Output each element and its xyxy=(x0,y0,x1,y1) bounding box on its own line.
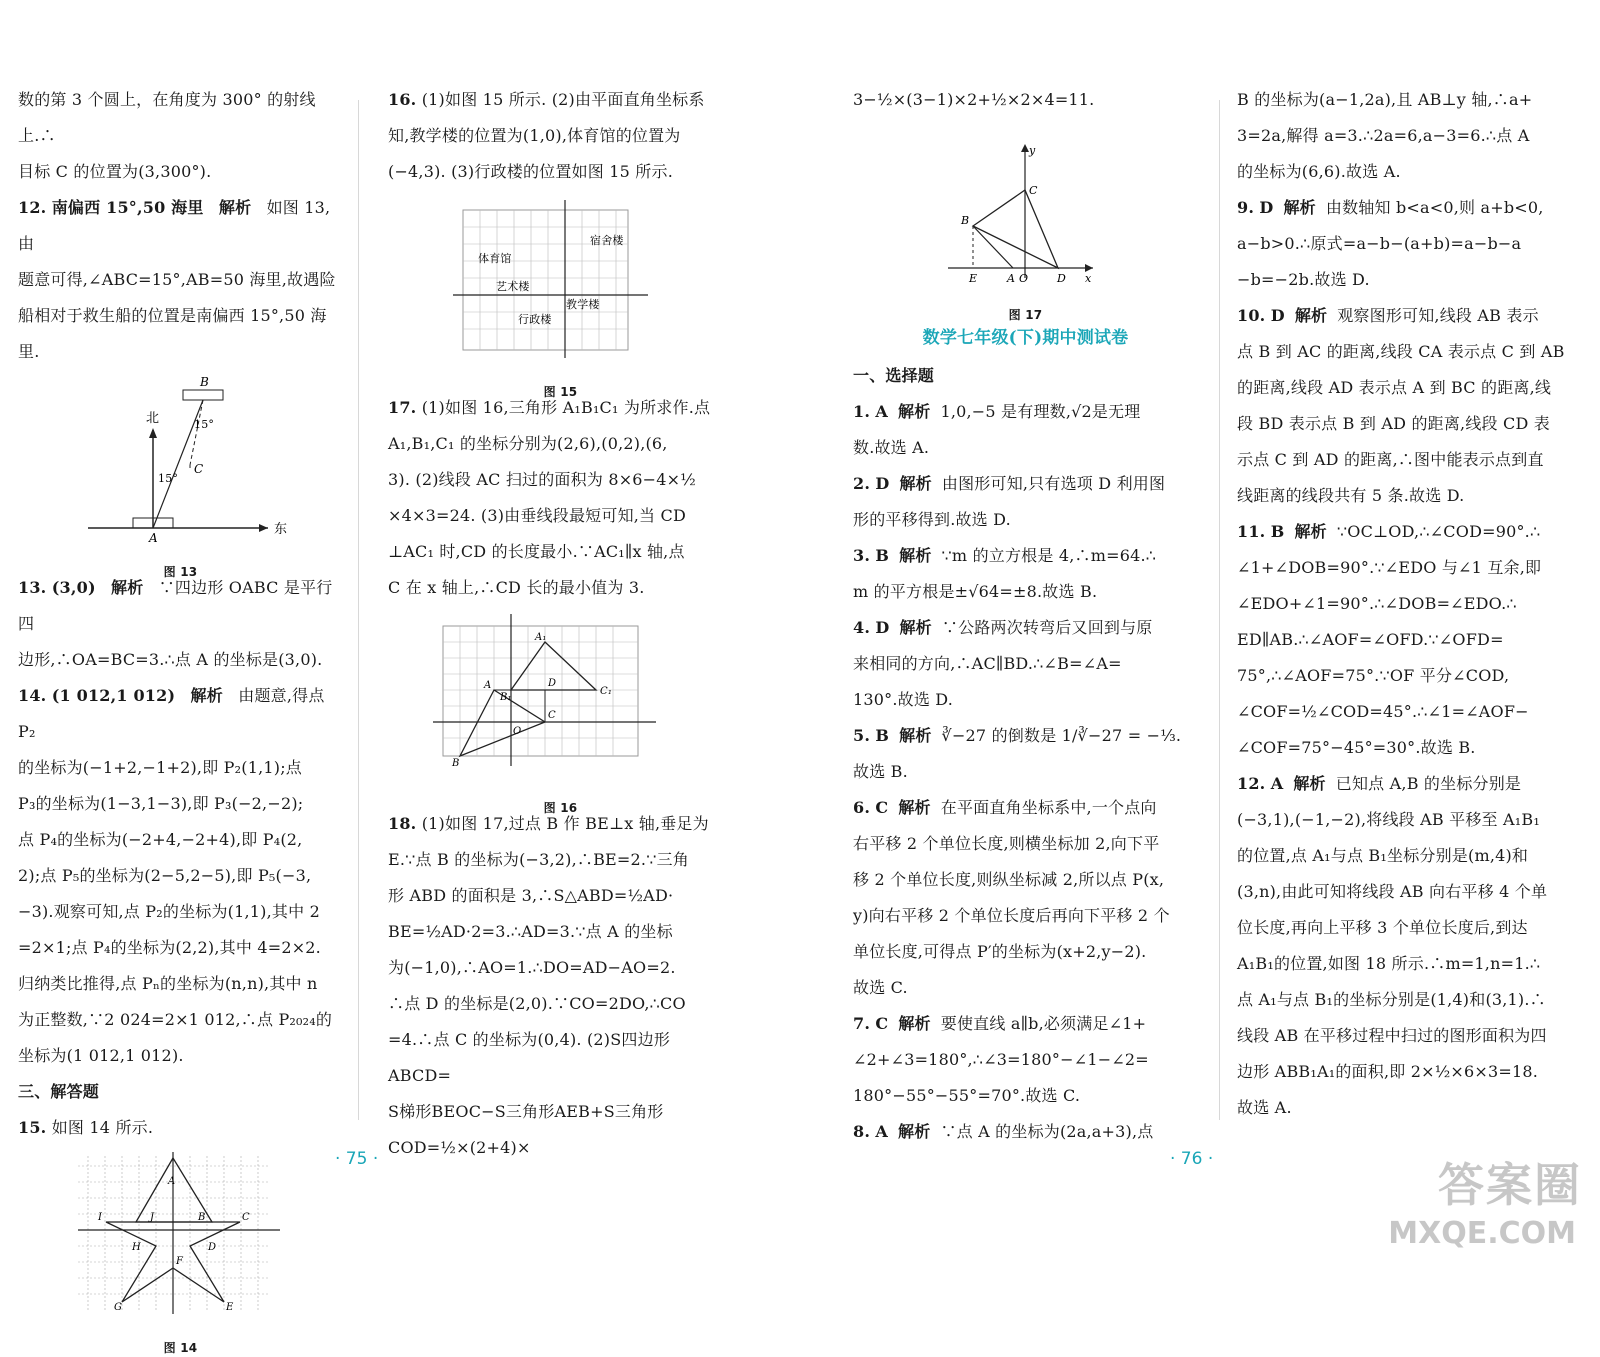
point-label: D xyxy=(548,678,557,689)
text-line: ED∥AB.∴∠AOF=∠OFD.∵∠OFD= xyxy=(1237,630,1504,649)
point-label: G xyxy=(114,1302,123,1313)
left-column-2 xyxy=(388,82,733,1166)
text-line: =2×1;点 P₄的坐标为(2,2),其中 4=2×2. xyxy=(18,938,321,957)
text-line: 知,教学楼的位置为(1,0),体育馆的位置为 xyxy=(388,126,681,145)
building-label: 教学楼 xyxy=(566,298,600,311)
text-line: 3−½×(3−1)×2+½×2×4=11. xyxy=(853,90,1095,109)
text-line: 段 BD 表示点 B 到 AD 的距离,线段 CD 表 xyxy=(1237,414,1550,433)
text-line: 3=2a,解得 a=3.∴2a=6,a−3=6.∴点 A xyxy=(1237,126,1530,145)
section-heading: 一、选择题 xyxy=(853,366,935,385)
question-number: 17. xyxy=(388,398,417,417)
answer: 南偏西 15°,50 海里 xyxy=(51,198,204,217)
text-line: 的位置,点 A₁与点 B₁坐标分别是(m,4)和 xyxy=(1237,846,1529,865)
question-number: 2. xyxy=(853,474,871,493)
text-line: 由图形可知,只有选项 D 利用图 xyxy=(941,474,1166,493)
point-label: H xyxy=(132,1242,141,1253)
point-label: C₁ xyxy=(600,686,613,697)
text-line: 线距离的线段共有 5 条.故选 D. xyxy=(1237,486,1465,505)
question-number: 3. xyxy=(853,546,871,565)
point-label: B xyxy=(961,214,970,227)
text-line: 的坐标为(−1+2,−1+2),即 P₂(1,1);点 xyxy=(18,758,302,777)
text-line: y)向右平移 2 个单位长度后再向下平移 2 个 xyxy=(853,906,1170,925)
figure-caption: 图 17 xyxy=(1008,308,1043,322)
text-line: 数.故选 A. xyxy=(853,438,930,457)
text-line: C 在 x 轴上,∴CD 长的最小值为 3. xyxy=(388,578,645,597)
figure-caption: 图 15 xyxy=(543,385,578,399)
answer: B xyxy=(1270,522,1285,541)
question-number: 6. xyxy=(853,798,871,817)
analysis-label: 解析 xyxy=(899,618,932,637)
analysis-label: 解析 xyxy=(899,474,932,493)
question-number: 4. xyxy=(853,618,871,637)
text-line: P₃的坐标为(1−3,1−3),即 P₃(−2,−2); xyxy=(18,794,304,813)
analysis-label: 解析 xyxy=(1294,306,1328,325)
point-label: A₁ xyxy=(535,632,547,643)
angle-label: 15° xyxy=(194,418,215,431)
figure-14-diagram xyxy=(18,1146,343,1326)
point-label: O xyxy=(1019,272,1029,285)
text-line: 的距离,线段 AD 表示点 A 到 BC 的距离,线 xyxy=(1237,378,1552,397)
text-line: 示点 C 到 AD 的距离,∴图中能表示点到直 xyxy=(1237,450,1544,469)
text-line: 要使直线 a∥b,必须满足∠1+ xyxy=(940,1014,1147,1033)
text-line: ∠COF=75°−45°=30°.故选 B. xyxy=(1237,738,1476,757)
answer-item xyxy=(853,718,1198,754)
question-15 xyxy=(18,1110,343,1146)
text-line: (1)如图 16,三角形 A₁B₁C₁ 为所求作.点 xyxy=(421,398,711,417)
text-line: ∵点 A 的坐标为(2a,a+3),点 xyxy=(940,1122,1154,1141)
question-number: 13. xyxy=(18,578,47,597)
text-line: ∠COF=½∠COD=45°.∴∠1=∠AOF− xyxy=(1237,702,1529,721)
text-line: 为正整数,∵2 024=2×1 012,∴点 P₂₀₂₄的 xyxy=(18,1010,333,1029)
watermark-logo: 答案圈 xyxy=(1438,1158,1582,1212)
text-line: ∵公路两次转弯后又回到与原 xyxy=(941,618,1153,637)
analysis-label: 解析 xyxy=(899,726,932,745)
answer: A xyxy=(875,402,889,421)
answer: (3,0) xyxy=(51,578,96,597)
answer: D xyxy=(875,618,890,637)
text-line: 船相对于救生船的位置是南偏西 15°,50 海里. xyxy=(18,306,327,361)
text-line: =4.∴点 C 的坐标为(0,4). (2)S四边形ABCD= xyxy=(388,1030,671,1085)
text-line: a−b>0.∴原式=a−b−(a+b)=a−b−a xyxy=(1237,234,1522,253)
point-a-label: A xyxy=(149,531,158,545)
text-line: 观察图形可知,线段 AB 表示 xyxy=(1337,306,1539,325)
question-16 xyxy=(388,82,733,118)
text-line: 来相同的方向,∴AC∥BD.∴∠B=∠A= xyxy=(853,654,1122,673)
point-label: J xyxy=(150,1212,155,1223)
text-line: 2);点 P₅的坐标为(2−5,2−5),即 P₅(−3, xyxy=(18,866,312,885)
text-line: ∠1+∠DOB=90°.∵∠EDO 与∠1 互余,即 xyxy=(1237,558,1542,577)
column-divider xyxy=(358,100,359,1120)
question-number: 8. xyxy=(853,1122,871,1141)
text-line: (−3,1),(−1,−2),将线段 AB 平移至 A₁B₁ xyxy=(1237,810,1540,829)
text-line: BE=½AD·2=3.∴AD=3.∵点 A 的坐标 xyxy=(388,922,673,941)
question-17 xyxy=(388,390,733,426)
answer-item xyxy=(853,1006,1198,1042)
point-label: C xyxy=(548,710,556,721)
text-line: 点 B 到 AC 的距离,线段 CA 表示点 C 到 AB xyxy=(1237,342,1565,361)
text-line: 题意可得,∠ABC=15°,AB=50 海里,故遇险 xyxy=(18,270,336,289)
watermark-url: MXQE.COM xyxy=(1388,1216,1576,1251)
text-line: ⊥AC₁ 时,CD 的长度最小.∵AC₁∥x 轴,点 xyxy=(388,542,685,561)
point-label: B xyxy=(198,1212,206,1223)
text-line: 故选 B. xyxy=(853,762,908,781)
text-line: E.∵点 B 的坐标为(−3,2),∴BE=2.∵三角 xyxy=(388,850,689,869)
answer: A xyxy=(875,1122,889,1141)
question-number: 7. xyxy=(853,1014,871,1033)
page-number: · 76 · xyxy=(1170,1149,1214,1169)
text-line: 右平移 2 个单位长度,则横坐标加 2,向下平 xyxy=(853,834,1160,853)
text-line: (−4,3). (3)行政楼的位置如图 15 所示. xyxy=(388,162,673,181)
question-number: 10. xyxy=(1237,306,1266,325)
answer: D xyxy=(1270,306,1285,325)
text-line: 形 ABD 的面积是 3,∴S△ABD=½AD· xyxy=(388,886,674,905)
choice-answers-list xyxy=(853,394,1198,1150)
section-heading: 三、解答题 xyxy=(18,1082,100,1101)
answer: C xyxy=(875,798,889,817)
question-number: 12. xyxy=(1237,774,1266,793)
point-label: F xyxy=(176,1256,184,1267)
building-label: 行政楼 xyxy=(518,313,552,326)
analysis-label: 解析 xyxy=(190,686,223,705)
text-line: ∠2+∠3=180°,∴∠3=180°−∠1−∠2= xyxy=(853,1050,1149,1069)
analysis-label: 解析 xyxy=(1293,774,1326,793)
point-label: A xyxy=(484,680,492,691)
point-c-label: C xyxy=(194,462,204,476)
answer-item xyxy=(853,790,1198,826)
answer-item xyxy=(853,466,1198,502)
point-label: B xyxy=(452,758,460,769)
figure-16-diagram xyxy=(388,606,733,786)
question-number: 14. xyxy=(18,686,47,705)
angle-label: 15° xyxy=(158,472,179,485)
text-line: 归纳类比推得,点 Pₙ的坐标为(n,n),其中 n xyxy=(18,974,318,993)
point-label: I xyxy=(98,1212,103,1223)
text-line: 数的第 3 个圆上，在角度为 300° 的射线上.∴ xyxy=(18,90,316,145)
figure-caption: 图 14 xyxy=(163,1341,198,1355)
text-line: 如图 13,由 xyxy=(18,198,331,253)
text-line: 为(−1,0),∴AO=1.∴DO=AD−AO=2. xyxy=(388,958,676,977)
question-number: 12. xyxy=(18,198,47,217)
text-line: 边形 ABB₁A₁的面积,即 2×½×6×3=18. xyxy=(1237,1062,1539,1081)
text-line: ∛−27 的倒数是 1/∛−27 = −⅓. xyxy=(941,726,1182,745)
text-line: ∠EDO+∠1=90°.∴∠DOB=∠EDO.∴ xyxy=(1237,594,1517,613)
text-line: 点 P₄的坐标为(−2+4,−2+4),即 P₄(2, xyxy=(18,830,303,849)
text-line: 单位长度,可得点 P′的坐标为(x+2,y−2). xyxy=(853,942,1147,961)
text-line: (1)如图 17,过点 B 作 BE⊥x 轴,垂足为 xyxy=(421,814,709,833)
figure-caption: 图 16 xyxy=(543,801,578,815)
figure-14 xyxy=(18,1146,343,1355)
answer: B xyxy=(875,546,890,565)
point-label: A xyxy=(168,1176,176,1187)
text-line: S梯形BEOC−S三角形AEB+S三角形COD=½×(2+4)× xyxy=(388,1102,664,1157)
point-label: B₁ xyxy=(500,692,512,703)
analysis-label: 解析 xyxy=(899,546,932,565)
building-label: 体育馆 xyxy=(478,252,512,265)
text-line: B 的坐标为(a−1,2a),且 AB⊥y 轴,∴a+ xyxy=(1237,90,1533,109)
column-divider xyxy=(1219,100,1220,1120)
question-number: 5. xyxy=(853,726,871,745)
answer: D xyxy=(875,474,890,493)
point-label: E xyxy=(226,1302,234,1313)
analysis-label: 解析 xyxy=(898,402,931,421)
question-number: 16. xyxy=(388,90,417,109)
figure-16 xyxy=(388,606,733,815)
analysis-label: 解析 xyxy=(1283,198,1316,217)
answer: A xyxy=(1270,774,1284,793)
figure-17-diagram xyxy=(853,118,1198,293)
point-label: D xyxy=(208,1242,217,1253)
text-line: 如图 14 所示. xyxy=(51,1118,154,1137)
text-line: 移 2 个单位长度,则纵坐标减 2,所以点 P(x, xyxy=(853,870,1165,889)
answer: (1 012,1 012) xyxy=(51,686,176,705)
question-14 xyxy=(18,678,343,750)
point-label: C xyxy=(1029,184,1038,197)
text-line: 目标 C 的位置为(3,300°). xyxy=(18,162,212,181)
figure-17 xyxy=(853,118,1198,322)
text-line: (1)如图 15 所示. (2)由平面直角坐标系 xyxy=(421,90,705,109)
figure-13 xyxy=(18,370,343,579)
text-line: 在平面直角坐标系中,一个点向 xyxy=(940,798,1157,817)
figure-caption: 图 13 xyxy=(163,565,198,579)
question-number: 1. xyxy=(853,402,871,421)
text-line: ×4×3=24. (3)由垂线段最短可知,当 CD xyxy=(388,506,687,525)
analysis-label: 解析 xyxy=(218,198,252,217)
point-label: A xyxy=(1007,272,1016,285)
answer-item xyxy=(853,610,1198,646)
answer: D xyxy=(1259,198,1274,217)
answer: C xyxy=(875,1014,889,1033)
text-line: 3). (2)线段 AC 扫过的面积为 8×6−4×½ xyxy=(388,470,696,489)
question-12 xyxy=(18,190,343,262)
text-line: 线段 AB 在平移过程中扫过的图形面积为四 xyxy=(1237,1026,1547,1045)
answer-item xyxy=(1237,298,1582,334)
text-line: ∵m 的立方根是 4,∴m=64.∴ xyxy=(941,546,1157,565)
figure-15-diagram xyxy=(388,190,733,370)
point-b-label: B xyxy=(200,375,210,389)
text-line: 已知点 A,B 的坐标分别是 xyxy=(1335,774,1522,793)
page-number: · 75 · xyxy=(335,1149,379,1169)
exam-title: 数学七年级(下)期中测试卷 xyxy=(922,328,1129,348)
analysis-label: 解析 xyxy=(1294,522,1327,541)
right-page xyxy=(845,0,1600,1257)
answer-item xyxy=(853,394,1198,430)
analysis-label: 解析 xyxy=(898,798,931,817)
text-line: 由数轴知 b<a<0,则 a+b<0, xyxy=(1325,198,1544,217)
building-label: 宿舍楼 xyxy=(590,234,624,247)
text-line: −b=−2b.故选 D. xyxy=(1237,270,1370,289)
axis-label: y xyxy=(1029,144,1036,157)
text-line: 点 A₁与点 B₁的坐标分别是(1,4)和(3,1).∴ xyxy=(1237,990,1546,1009)
text-line: 130°.故选 D. xyxy=(853,690,954,709)
question-number: 18. xyxy=(388,814,417,833)
text-line: A₁B₁的位置,如图 18 所示.∴m=1,n=1.∴ xyxy=(1237,954,1541,973)
question-18 xyxy=(388,806,733,842)
text-line: 坐标为(1 012,1 012). xyxy=(18,1046,184,1065)
choice-answers-list xyxy=(1237,190,1582,1126)
text-line: 位长度,再向上平移 3 个单位长度后,到达 xyxy=(1237,918,1528,937)
text-line: ∵四边形 OABC 是平行四 xyxy=(18,578,333,633)
answer-item xyxy=(1237,190,1582,226)
right-column-2 xyxy=(1237,82,1582,1126)
analysis-label: 解析 xyxy=(111,578,144,597)
text-line: A₁,B₁,C₁ 的坐标分别为(2,6),(0,2),(6, xyxy=(388,434,668,453)
question-number: 15. xyxy=(18,1118,47,1137)
point-label: C xyxy=(242,1212,250,1223)
building-label: 艺术楼 xyxy=(496,280,530,293)
answer-item xyxy=(1237,514,1582,550)
answer-item xyxy=(853,538,1198,574)
text-line: ∵OC⊥OD,∴∠COD=90°.∴ xyxy=(1336,522,1541,541)
point-label: D xyxy=(1057,272,1067,285)
text-line: (3,n),由此可知将线段 AB 向右平移 4 个单 xyxy=(1237,882,1548,901)
text-line: 180°−55°−55°=70°.故选 C. xyxy=(853,1086,1081,1105)
answer-item xyxy=(1237,766,1582,802)
north-label: 北 xyxy=(146,411,160,426)
point-label: O xyxy=(513,726,522,737)
answer: B xyxy=(875,726,890,745)
text-line: 由题意,得点 P₂ xyxy=(18,686,325,741)
text-line: 1,0,−5 是有理数,√2是无理 xyxy=(940,402,1141,421)
text-line: 的坐标为(6,6).故选 A. xyxy=(1237,162,1401,181)
question-number: 11. xyxy=(1237,522,1266,541)
question-number: 9. xyxy=(1237,198,1255,217)
axis-label: x xyxy=(1085,272,1092,285)
text-line: 75°,∴∠AOF=75°.∵OF 平分∠COD, xyxy=(1237,666,1510,685)
point-label: E xyxy=(969,272,978,285)
figure-13-diagram xyxy=(18,370,343,550)
analysis-label: 解析 xyxy=(898,1122,931,1141)
text-line: 边形,∴OA=BC=3.∴点 A 的坐标是(3,0). xyxy=(18,650,323,669)
left-column-1 xyxy=(18,82,343,1355)
text-line: 故选 A. xyxy=(1237,1098,1292,1117)
text-line: 形的平移得到.故选 D. xyxy=(853,510,1011,529)
answer-item xyxy=(853,1114,1198,1150)
analysis-label: 解析 xyxy=(898,1014,931,1033)
text-line: ∴点 D 的坐标是(2,0).∵CO=2DO,∴CO xyxy=(388,994,686,1013)
east-label: 东 xyxy=(274,522,288,537)
text-line: 故选 C. xyxy=(853,978,908,997)
text-line: m 的平方根是±√64=±8.故选 B. xyxy=(853,582,1098,601)
right-column-1 xyxy=(853,82,1198,1150)
text-line: −3).观察可知,点 P₂的坐标为(1,1),其中 2 xyxy=(18,902,320,921)
figure-15 xyxy=(388,190,733,399)
